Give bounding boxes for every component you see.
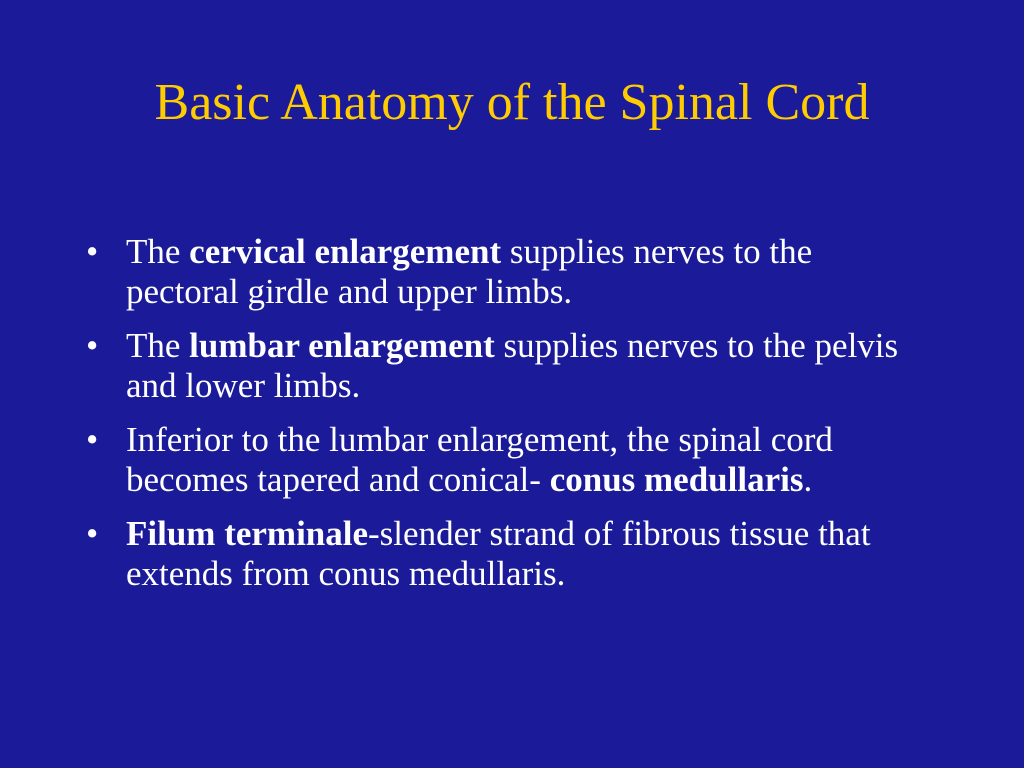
bullet-icon: • <box>86 514 99 553</box>
bullet-item <box>84 326 924 406</box>
bullet-text-bold: Filum terminale <box>126 514 369 553</box>
bullet-text-bold: cervical enlargement <box>189 232 502 271</box>
bullet-item <box>84 514 924 594</box>
slide-title: Basic Anatomy of the Spinal Cord <box>154 74 870 131</box>
bullet-text-plain: The <box>126 326 190 365</box>
bullet-text-plain: -slender strand of fibrous tissue that extends from conus medullaris. <box>126 514 871 593</box>
bullet-text-plain: . <box>803 460 813 499</box>
bullet-item <box>84 232 924 312</box>
bullet-text-plain: supplies nerves to the pectoral girdle and upper limbs. <box>126 232 813 311</box>
bullet-text <box>126 326 898 405</box>
bullet-text-bold: lumbar enlargement <box>189 326 495 365</box>
bullet-text <box>126 514 871 593</box>
bullet-text <box>126 232 812 311</box>
bullet-icon: • <box>86 232 99 271</box>
bullet-icon: • <box>86 326 99 365</box>
bullet-text-plain: The <box>126 232 190 271</box>
bullet-text <box>126 420 833 499</box>
bullet-icon: • <box>86 420 99 459</box>
bullet-item <box>84 420 924 500</box>
bullet-list <box>84 232 924 608</box>
bullet-text-plain: supplies nerves to the pelvis and lower limbs. <box>126 326 899 405</box>
bullet-text-plain: Inferior to the lumbar enlargement, the spinal cord becomes tapered and conical- <box>126 420 833 499</box>
bullet-text-bold: conus medullaris <box>549 460 804 499</box>
